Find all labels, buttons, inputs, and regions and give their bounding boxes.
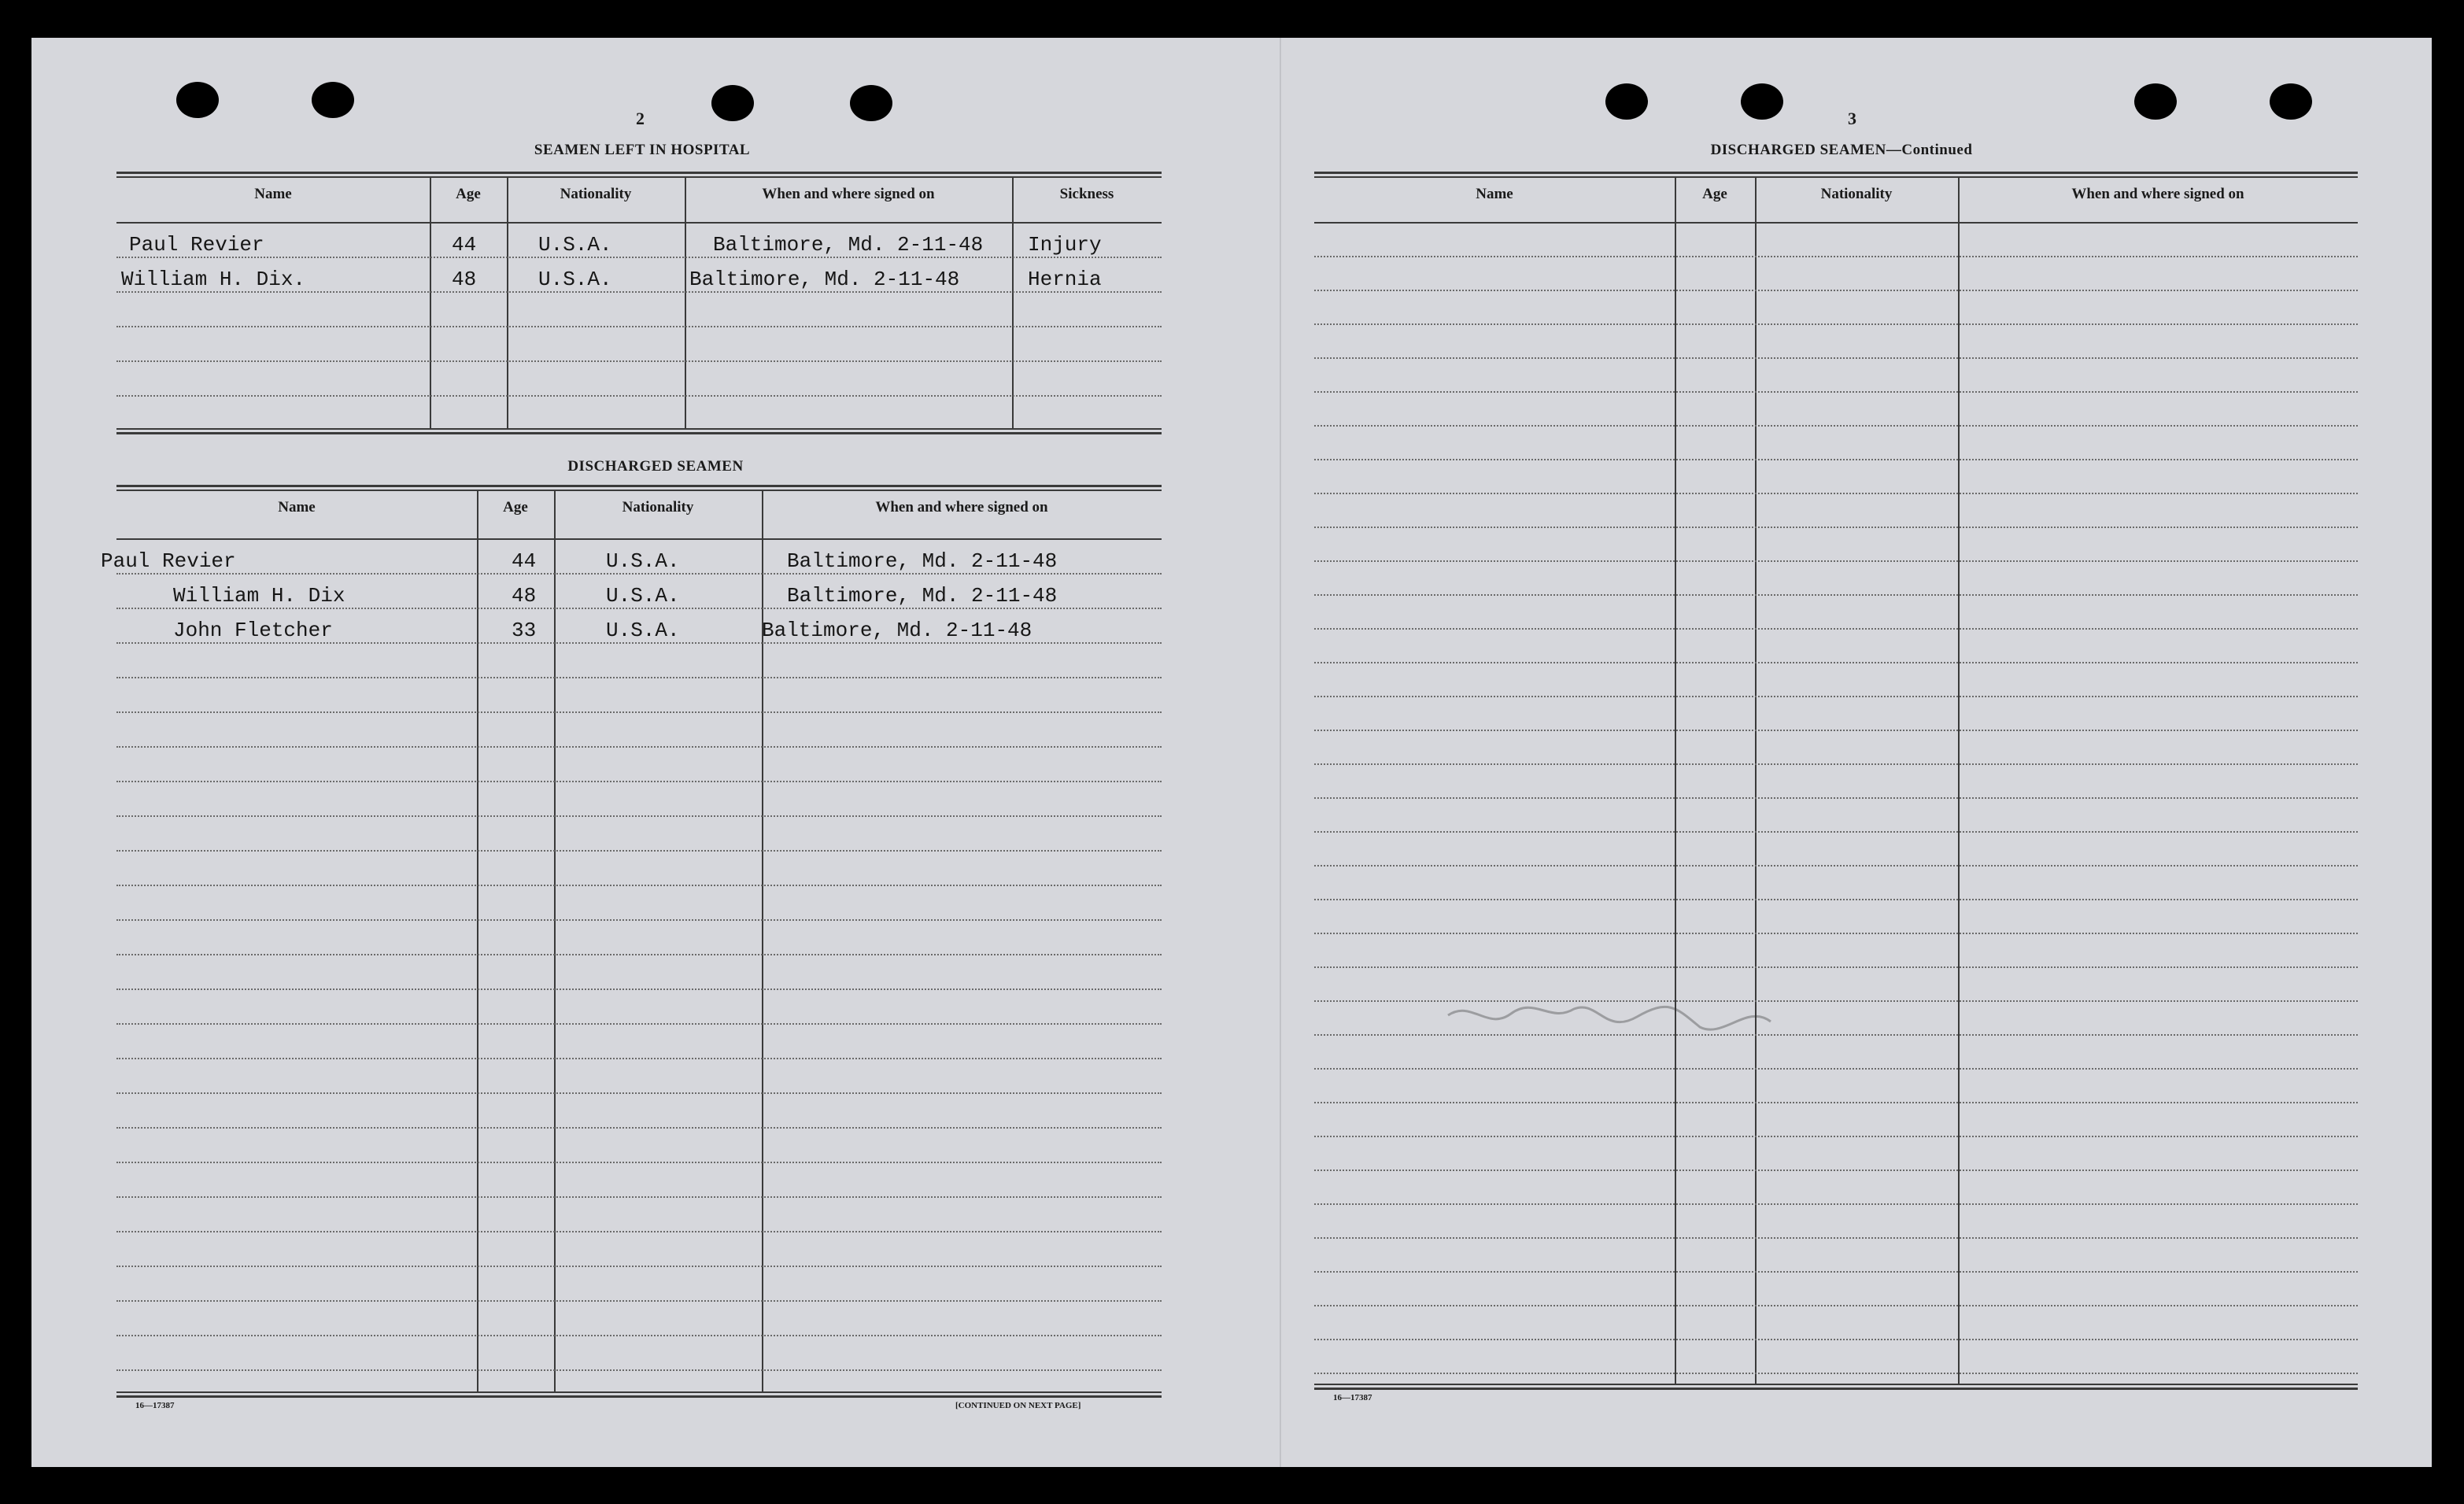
column-header: Sickness [1059, 186, 1114, 202]
ruled-line [116, 781, 1162, 782]
cell-nationality: U.S.A. [606, 549, 680, 573]
ruled-line [1314, 459, 2358, 460]
column-header: When and where signed on [762, 186, 935, 202]
cell-nationality: U.S.A. [606, 619, 680, 642]
table-header-rule [1314, 222, 2358, 224]
ruled-line [1314, 323, 2358, 325]
ruled-line [1314, 290, 2358, 291]
ruled-line [1314, 696, 2358, 697]
form-number-left: 16—17387 [135, 1401, 175, 1410]
table-bottom-rule [116, 1391, 1162, 1393]
ruled-line [1314, 357, 2358, 359]
cell-nationality: U.S.A. [538, 233, 612, 257]
ruled-line [1314, 966, 2358, 968]
table-top-rule [1314, 172, 2358, 174]
ruled-line [116, 954, 1162, 955]
table-bottom-rule [1314, 1388, 2358, 1390]
ruled-line [116, 1058, 1162, 1059]
ruled-line [116, 1162, 1162, 1163]
ruled-line [116, 1092, 1162, 1094]
column-divider [554, 491, 556, 1391]
cell-nationality: U.S.A. [538, 268, 612, 291]
ruled-line [116, 326, 1162, 327]
cell-name: William H. Dix [173, 584, 345, 608]
ruled-line [116, 291, 1162, 293]
ruled-line [1314, 1203, 2358, 1205]
ruled-line [116, 746, 1162, 748]
ruled-line [1314, 1237, 2358, 1239]
cell-signed-on: Baltimore, Md. 2-11-48 [713, 233, 984, 257]
column-header: Nationality [1820, 186, 1893, 202]
table-bottom-rule [116, 428, 1162, 430]
ruled-line [1314, 865, 2358, 867]
ruled-line [1314, 662, 2358, 663]
cell-age: 48 [452, 268, 477, 291]
column-divider [1012, 178, 1014, 428]
ruled-line [1314, 425, 2358, 427]
column-header: When and where signed on [875, 499, 1048, 515]
punch-hole [2270, 83, 2312, 120]
ruled-line [116, 360, 1162, 362]
column-header: Age [456, 186, 481, 202]
ruled-line [1314, 933, 2358, 934]
punch-hole [711, 85, 754, 121]
ruled-line [116, 677, 1162, 678]
column-header: Nationality [622, 499, 694, 515]
cell-signed-on: Baltimore, Md. 2-11-48 [762, 619, 1033, 642]
ruled-line [1314, 1373, 2358, 1374]
ruled-line [1314, 831, 2358, 833]
ruled-line [1314, 594, 2358, 596]
ruled-line [1314, 1102, 2358, 1103]
cell-signed-on: Baltimore, Md. 2-11-48 [787, 584, 1058, 608]
column-divider [477, 491, 478, 1391]
ruled-line [116, 815, 1162, 817]
cell-nationality: U.S.A. [606, 584, 680, 608]
ruled-line [116, 919, 1162, 921]
ruled-line [116, 608, 1162, 609]
punch-hole [850, 85, 892, 121]
column-header: Age [503, 499, 528, 515]
cell-name: William H. Dix. [121, 268, 306, 291]
column-divider [685, 178, 686, 428]
discharged-continued-title: DISCHARGED SEAMEN—Continued [1710, 142, 1973, 158]
table-top-rule [116, 485, 1162, 487]
ruled-line [116, 1023, 1162, 1025]
ruled-line [1314, 1136, 2358, 1137]
discharged-section-title: DISCHARGED SEAMEN [567, 458, 744, 475]
table-bottom-rule [116, 1395, 1162, 1398]
cell-sickness: Injury [1028, 233, 1102, 257]
ruled-line [1314, 1170, 2358, 1171]
column-divider [430, 178, 431, 428]
document-sheet [31, 38, 2432, 1467]
ruled-line [1314, 256, 2358, 257]
cell-name: John Fletcher [173, 619, 333, 642]
ruled-line [1314, 1271, 2358, 1273]
ruled-line [116, 395, 1162, 397]
ruled-line [116, 711, 1162, 713]
ruled-line [116, 573, 1162, 575]
ruled-line [116, 1369, 1162, 1371]
ruled-line [116, 1300, 1162, 1302]
column-header: Name [254, 186, 292, 202]
table-top-rule [116, 176, 1162, 178]
ruled-line [116, 642, 1162, 644]
punch-hole [1741, 83, 1783, 120]
column-header: Nationality [560, 186, 632, 202]
ruled-line [116, 257, 1162, 258]
ruled-line [116, 1335, 1162, 1336]
ruled-line [1314, 527, 2358, 528]
punch-hole [176, 82, 219, 118]
page-number-left: 2 [636, 109, 645, 128]
ruled-line [1314, 1339, 2358, 1340]
table-bottom-rule [116, 432, 1162, 434]
ruled-line [116, 989, 1162, 990]
cell-sickness: Hernia [1028, 268, 1102, 291]
punch-hole [1605, 83, 1648, 120]
cell-name: Paul Revier [101, 549, 236, 573]
table-top-rule [1314, 176, 2358, 178]
table-top-rule [116, 172, 1162, 174]
ruled-line [1314, 1305, 2358, 1306]
ruled-line [1314, 391, 2358, 393]
column-header: Name [278, 499, 316, 515]
table-bottom-rule [1314, 1384, 2358, 1385]
page-fold [1280, 38, 1281, 1467]
ruled-line [116, 850, 1162, 852]
punch-hole [312, 82, 354, 118]
punch-hole [2134, 83, 2177, 120]
ruled-line [1314, 628, 2358, 630]
form-number-right: 16—17387 [1333, 1393, 1372, 1402]
cell-name: Paul Revier [129, 233, 264, 257]
table-header-rule [116, 538, 1162, 540]
ruled-line [1314, 797, 2358, 799]
continued-note: [CONTINUED ON NEXT PAGE] [955, 1401, 1081, 1410]
ruled-line [116, 1127, 1162, 1129]
ruled-line [1314, 1068, 2358, 1070]
table-header-rule [116, 222, 1162, 224]
table-top-rule [116, 490, 1162, 491]
cell-age: 33 [512, 619, 537, 642]
cell-age: 48 [512, 584, 537, 608]
column-divider [507, 178, 508, 428]
page-number-right: 3 [1848, 109, 1856, 128]
ruled-line [116, 1196, 1162, 1198]
ruled-line [1314, 730, 2358, 731]
cell-age: 44 [452, 233, 477, 257]
ruled-line [116, 1231, 1162, 1232]
cell-age: 44 [512, 549, 537, 573]
ruled-line [1314, 493, 2358, 494]
ruled-line [1314, 899, 2358, 900]
ruled-line [1314, 560, 2358, 562]
ruled-line [1314, 763, 2358, 765]
column-header: Name [1476, 186, 1513, 202]
faint-signature [1440, 992, 1834, 1055]
cell-signed-on: Baltimore, Md. 2-11-48 [689, 268, 960, 291]
hospital-section-title: SEAMEN LEFT IN HOSPITAL [534, 142, 751, 158]
cell-signed-on: Baltimore, Md. 2-11-48 [787, 549, 1058, 573]
ruled-line [116, 885, 1162, 886]
column-header: Age [1702, 186, 1727, 202]
column-header: When and where signed on [2071, 186, 2244, 202]
ruled-line [116, 1266, 1162, 1267]
